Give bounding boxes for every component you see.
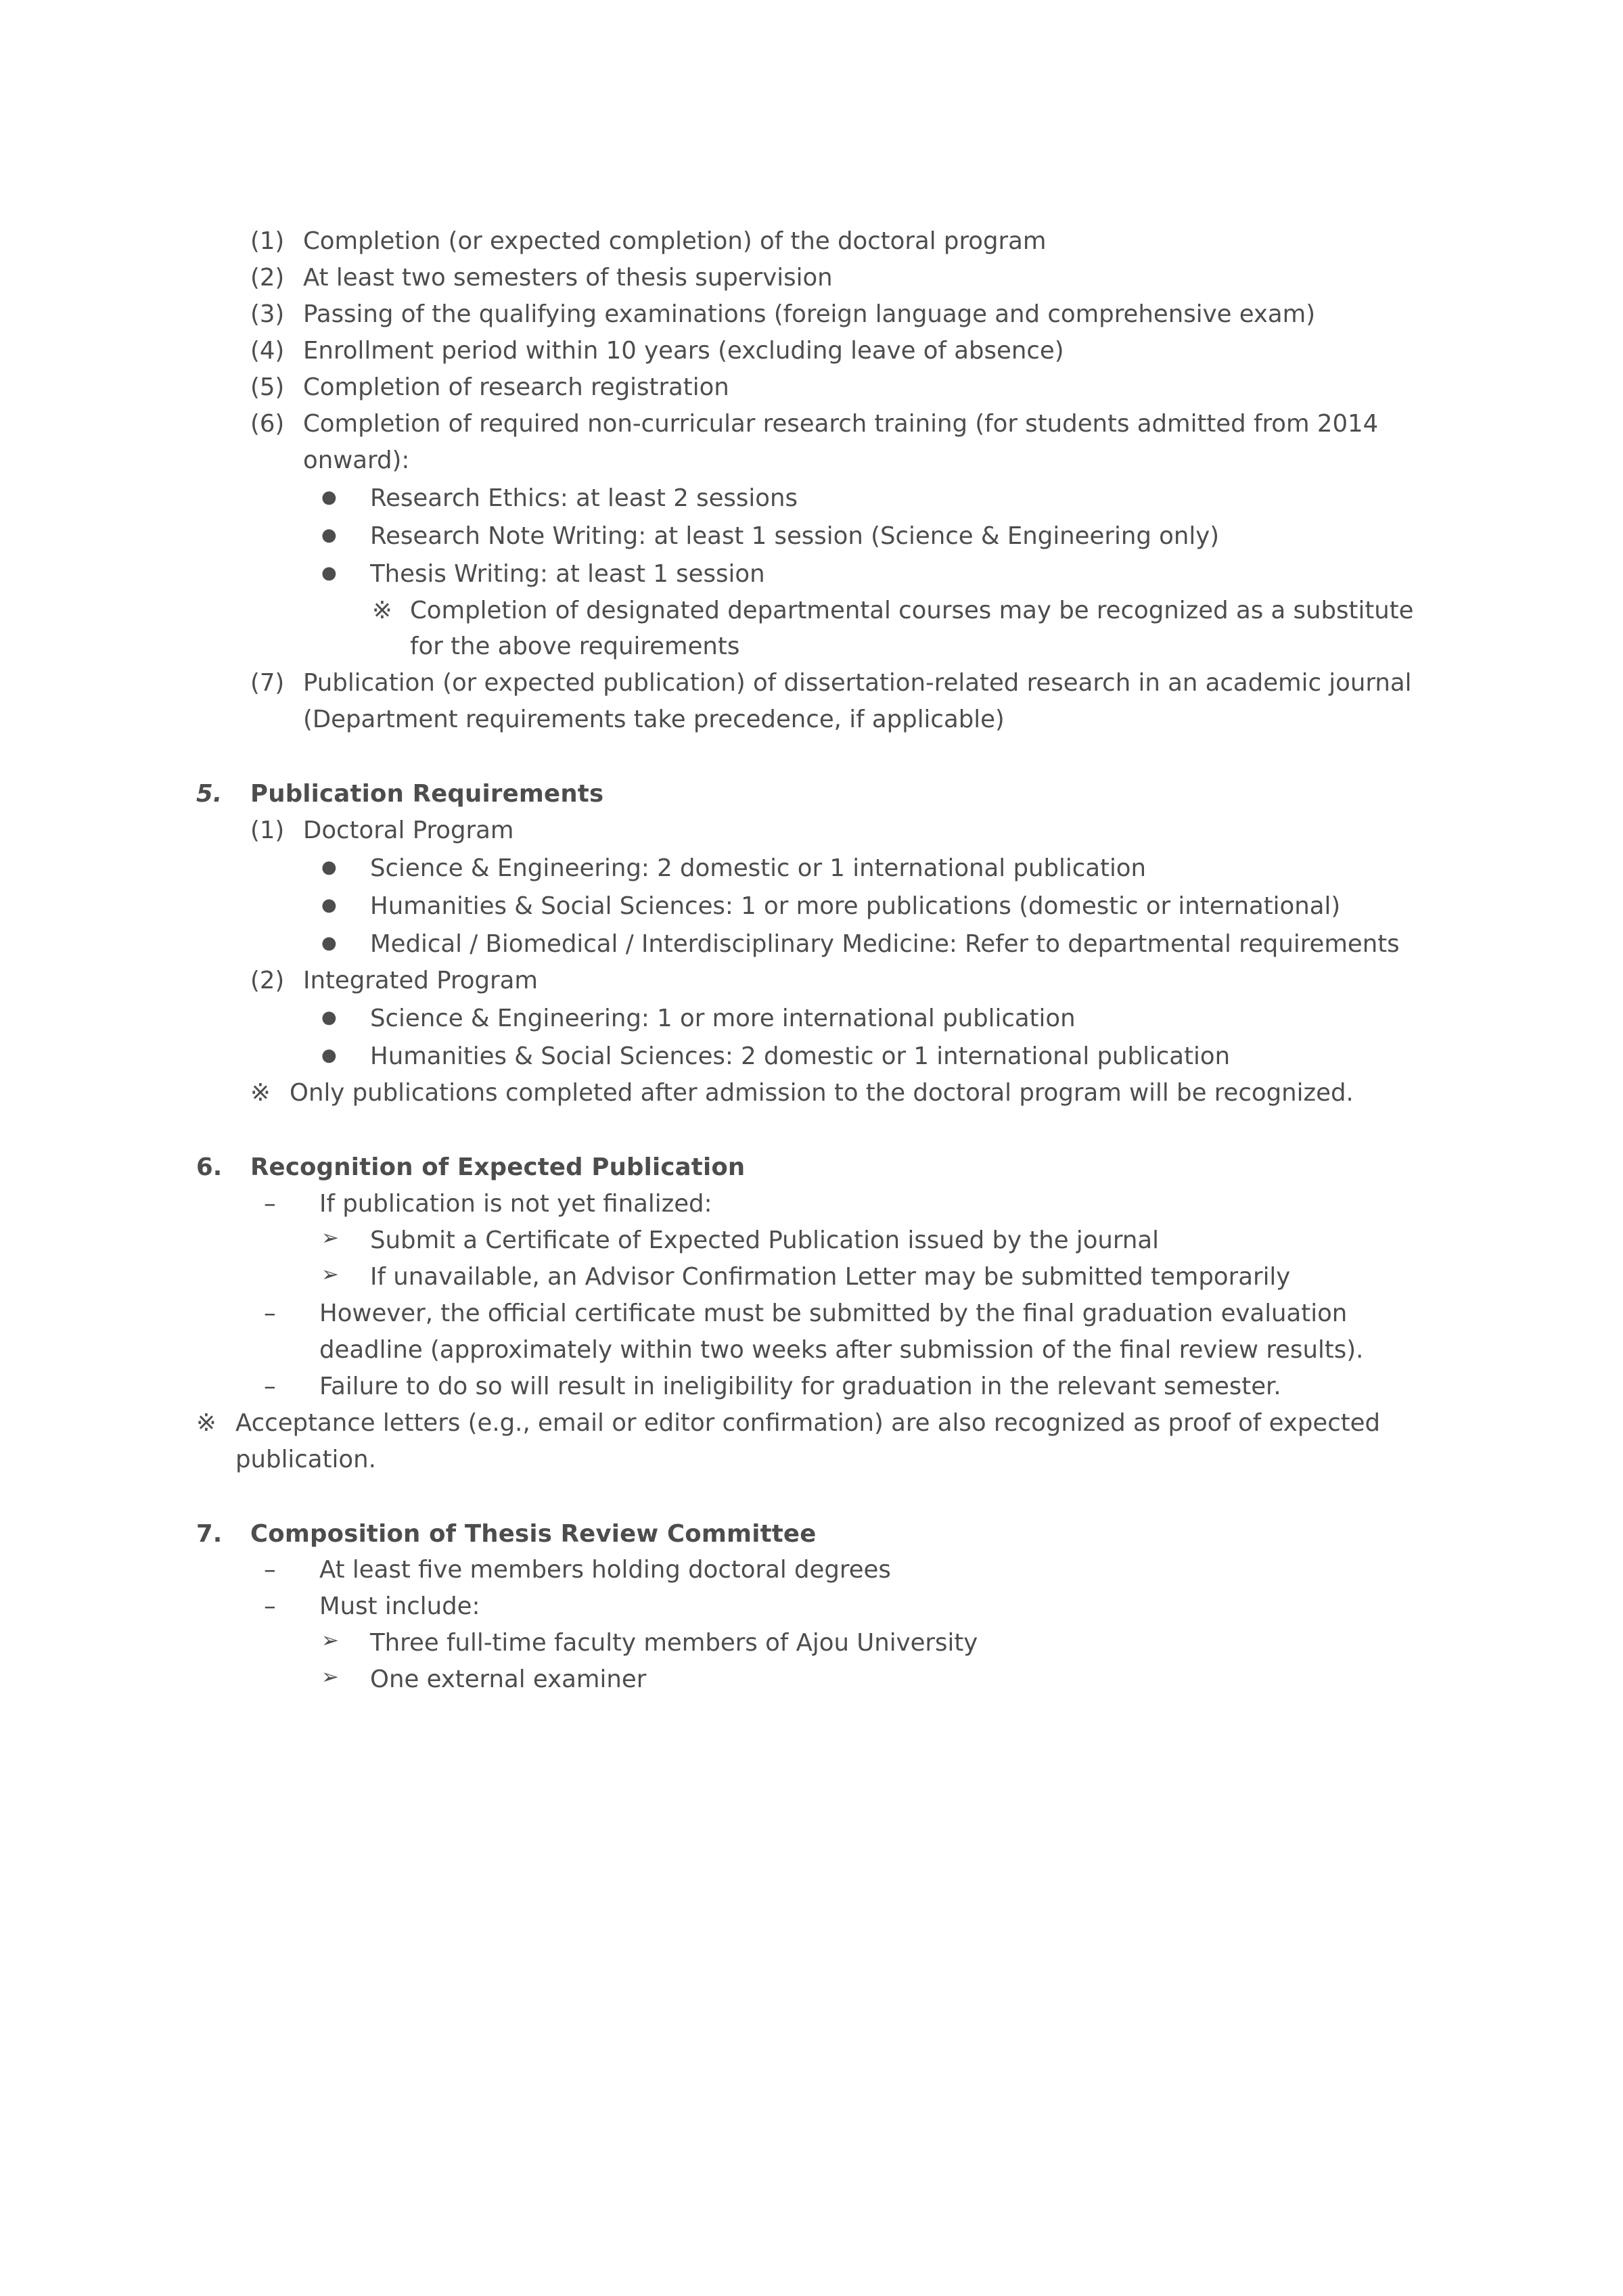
section-composition-of-thesis-review-committee [196, 1516, 1420, 1699]
reference-mark-icon: ※ [250, 1078, 271, 1107]
list-text: Science & Engineering: 1 or more international publication [370, 1005, 1076, 1033]
list-item [321, 1259, 1420, 1295]
dash-marker: – [264, 1592, 276, 1621]
list-marker: (2) [250, 967, 285, 995]
list-text: Completion of research registration [303, 373, 729, 401]
note-item [250, 1075, 1420, 1111]
list-item [250, 963, 1420, 999]
list-text: Publication (or expected publication) of dissertation-related research in an academic journal (Department requirements take precedence, if applicable) [303, 669, 1412, 734]
list-text: Medical / Biomedical / Interdisciplinary Medicine: Refer to departmental requirements [370, 930, 1400, 959]
list-text: At least two semesters of thesis supervision [303, 263, 833, 292]
list-text: Enrollment period within 10 years (excluding leave of absence) [303, 336, 1064, 365]
list-item [250, 223, 1420, 260]
list-item [250, 296, 1420, 333]
list-text: Doctoral Program [303, 817, 514, 845]
note-text: Only publications completed after admission to the doctoral program will be recognized. [290, 1078, 1354, 1107]
list-item [321, 888, 1420, 925]
list-item [321, 1222, 1420, 1259]
list-item [321, 1625, 1420, 1661]
note-item [196, 1405, 1420, 1478]
note-text: Completion of designated departmental courses may be recognized as a substitute for the above requirements [410, 596, 1414, 661]
list-item [321, 1038, 1420, 1075]
list-marker: (5) [250, 373, 285, 401]
list-text: However, the official certificate must be submitted by the final graduation evaluation deadline (approximately within two weeks after submission of the final review results). [319, 1299, 1364, 1364]
bullet-icon: ● [321, 933, 337, 954]
list-item [264, 1295, 1420, 1369]
bullet-icon: ● [321, 486, 337, 507]
section-title: Publication Requirements [250, 780, 604, 808]
reference-mark-icon: ※ [196, 1408, 216, 1437]
list-marker: (3) [250, 300, 285, 328]
list-text: At least five members holding doctoral degrees [319, 1556, 891, 1584]
section-number: 7. [196, 1519, 223, 1548]
list-item [264, 1588, 1420, 1625]
list-text: Humanities & Social Sciences: 1 or more publications (domestic or international) [370, 892, 1341, 921]
list-item [250, 665, 1420, 738]
list-marker: (1) [250, 227, 285, 255]
list-text: If publication is not yet finalized: [319, 1189, 712, 1218]
list-text: Completion of required non-curricular research training (for students admitted from 2014 onward): [303, 409, 1379, 474]
list-marker: (7) [250, 669, 285, 697]
note-item [372, 593, 1420, 666]
note-text: Acceptance letters (e.g., email or editor confirmation) are also recognized as proof of expected publication. [235, 1408, 1381, 1473]
section-heading [196, 776, 1420, 812]
list-text: If unavailable, an Advisor Confirmation Letter may be submitted temporarily [370, 1262, 1291, 1291]
section-heading [196, 1516, 1420, 1553]
section-number: 5. [196, 780, 223, 808]
arrow-bullet-icon: ➢ [321, 1225, 339, 1250]
list-text: Humanities & Social Sciences: 2 domestic or 1 international publication [370, 1042, 1231, 1071]
list-item [264, 1369, 1420, 1405]
list-item [264, 1552, 1420, 1588]
list-marker: (1) [250, 817, 285, 845]
bullet-icon: ● [321, 1007, 337, 1028]
list-item [250, 333, 1420, 369]
list-text: One external examiner [370, 1666, 647, 1694]
list-item [264, 1186, 1420, 1222]
bullet-icon: ● [321, 895, 337, 916]
list-text: Must include: [319, 1592, 480, 1621]
dash-marker: – [264, 1556, 276, 1584]
list-item [321, 556, 1420, 593]
list-text: Research Note Writing: at least 1 session (Science & Engineering only) [370, 522, 1220, 550]
list-item [321, 1661, 1420, 1698]
list-text: Science & Engineering: 2 domestic or 1 international publication [370, 854, 1147, 883]
list-marker: (2) [250, 263, 285, 292]
dash-marker: – [264, 1299, 276, 1327]
dash-marker: – [264, 1189, 276, 1218]
list-text: Submit a Certificate of Expected Publication issued by the journal [370, 1226, 1160, 1254]
section-title: Composition of Thesis Review Committee [250, 1519, 817, 1548]
list-item [321, 518, 1420, 555]
list-item [321, 850, 1420, 887]
bullet-icon: ● [321, 562, 337, 583]
list-item [250, 260, 1420, 296]
section-heading [196, 1149, 1420, 1186]
list-marker: (4) [250, 336, 285, 365]
list-marker: (6) [250, 409, 285, 438]
list-text: Failure to do so will result in ineligibility for graduation in the relevant semester. [319, 1372, 1281, 1400]
bullet-icon: ● [321, 524, 337, 545]
list-text: Thesis Writing: at least 1 session [370, 559, 765, 588]
requirements-list [196, 223, 1420, 738]
arrow-bullet-icon: ➢ [321, 1262, 339, 1287]
bullet-icon: ● [321, 1045, 337, 1066]
list-text: Three full-time faculty members of Ajou University [370, 1629, 978, 1657]
list-item [321, 1001, 1420, 1037]
list-item [250, 812, 1420, 849]
arrow-bullet-icon: ➢ [321, 1665, 339, 1690]
reference-mark-icon: ※ [372, 596, 392, 624]
list-item [321, 480, 1420, 517]
bullet-icon: ● [321, 857, 337, 878]
section-number: 6. [196, 1153, 223, 1181]
section-title: Recognition of Expected Publication [250, 1153, 746, 1181]
list-item [250, 369, 1420, 406]
list-text: Integrated Program [303, 967, 538, 995]
section-recognition-of-expected-publication [196, 1149, 1420, 1478]
dash-marker: – [264, 1372, 276, 1400]
section-publication-requirements [196, 776, 1420, 1111]
list-text: Passing of the qualifying examinations (foreign language and comprehensive exam) [303, 300, 1316, 328]
list-item [321, 926, 1420, 963]
document-body [196, 223, 1420, 1698]
list-text: Completion (or expected completion) of the doctoral program [303, 227, 1047, 255]
list-text: Research Ethics: at least 2 sessions [370, 484, 798, 512]
arrow-bullet-icon: ➢ [321, 1628, 339, 1653]
list-item [250, 406, 1420, 479]
